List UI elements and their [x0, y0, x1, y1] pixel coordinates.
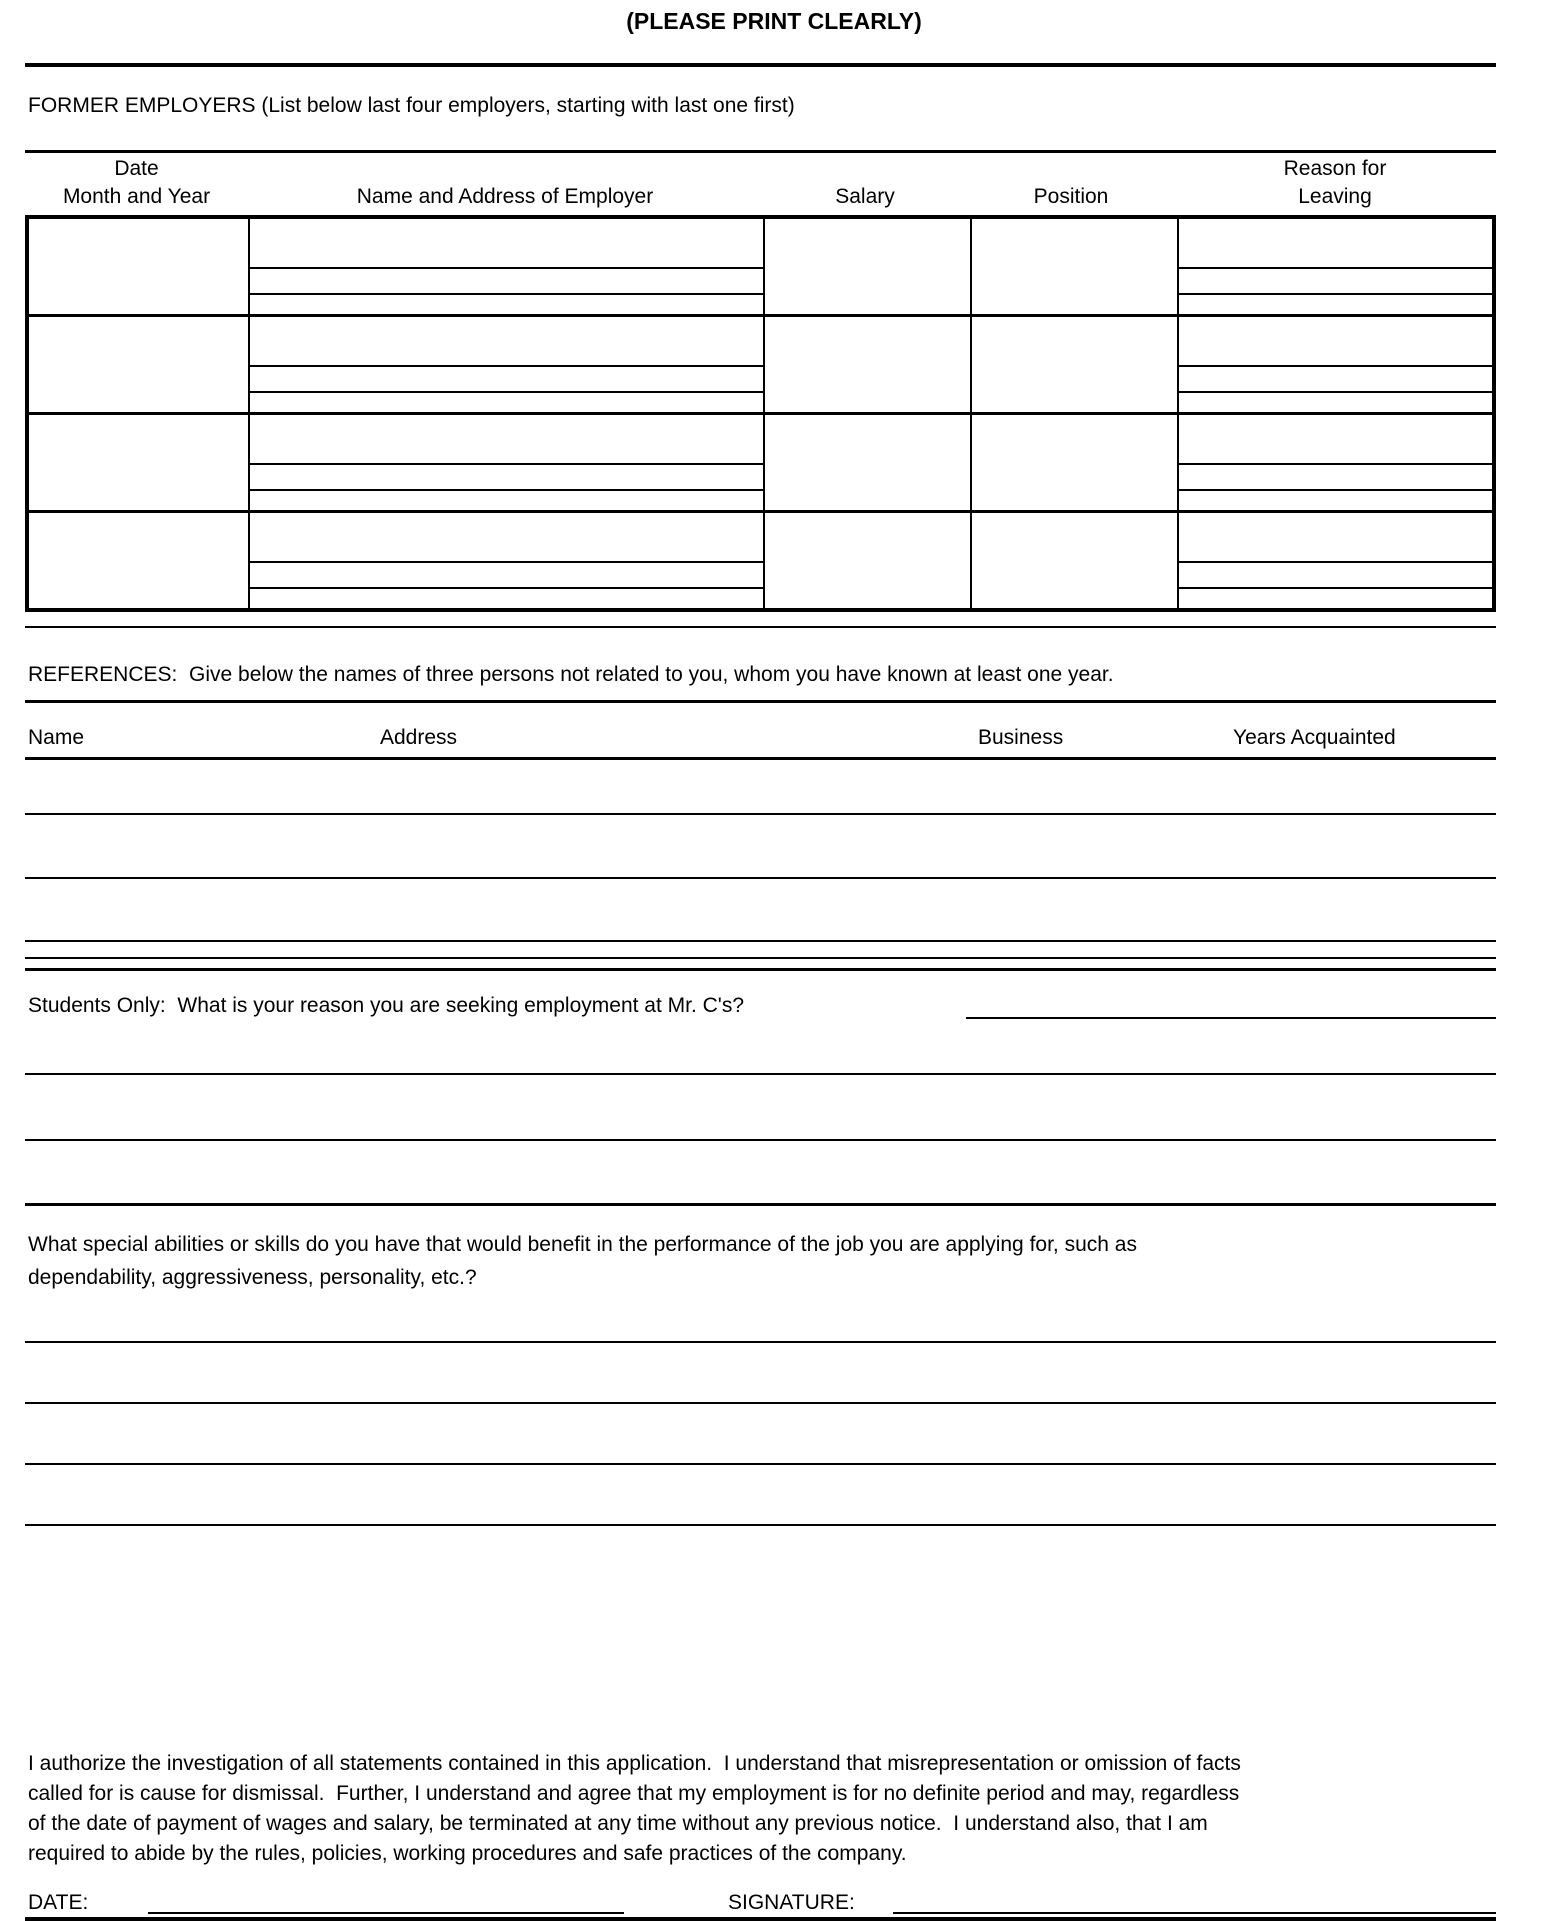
students-only-question: Students Only: What is your reason you are seeking employment at Mr. C's?	[28, 994, 744, 1017]
employer-4-position-cell[interactable]	[970, 513, 1177, 608]
ref-col-header-business: Business	[978, 726, 1064, 749]
employer-2-reason-cell	[1177, 317, 1492, 412]
employer-4-name-line-1[interactable]	[250, 513, 763, 563]
employer-3-reason-cell	[1177, 415, 1492, 510]
special-abilities-question-line-1: What special abilities or skills do you have that would benefit in the performance of the job you are applying for, such as	[28, 1233, 1137, 1256]
signature-input-line[interactable]	[893, 1912, 1496, 1914]
employer-1-name-address-cell	[248, 219, 763, 314]
employer-1-salary-cell[interactable]	[763, 219, 970, 314]
authorization-line-2: called for is cause for dismissal. Further, I understand and agree that my employment is for no definite period and may, regardless	[28, 1782, 1240, 1805]
special-abilities-answer-line-1[interactable]	[25, 1341, 1496, 1343]
employer-4-salary-cell[interactable]	[763, 513, 970, 608]
col-header-salary: Salary	[835, 185, 895, 208]
employer-4-reason-line-1[interactable]	[1179, 513, 1492, 563]
col-header-date-line1: Date	[114, 157, 159, 180]
authorization-paragraph	[28, 1749, 1503, 1869]
col-header-position: Position	[1033, 185, 1109, 208]
special-abilities-answer-line-2[interactable]	[25, 1402, 1496, 1404]
employer-row-3	[29, 412, 1492, 510]
employer-2-reason-line-3[interactable]	[1179, 393, 1492, 412]
students-only-end-divider	[25, 1203, 1496, 1206]
col-header-reason-line2: Leaving	[1298, 185, 1372, 208]
signature-label: SIGNATURE:	[728, 1891, 855, 1914]
former-employers-title: FORMER EMPLOYERS (List below last four employers, starting with last one first)	[28, 94, 795, 117]
employer-4-name-address-cell	[248, 513, 763, 608]
ref-col-header-years: Years Acquainted	[1233, 726, 1396, 749]
employer-3-reason-line-1[interactable]	[1179, 415, 1492, 465]
employer-3-name-address-cell	[248, 415, 763, 510]
employer-3-name-line-3[interactable]	[250, 491, 763, 510]
employer-1-reason-line-3[interactable]	[1179, 295, 1492, 314]
reference-line-3[interactable]	[25, 940, 1496, 942]
students-only-answer-line-3[interactable]	[25, 1139, 1496, 1141]
date-input-line[interactable]	[148, 1912, 624, 1914]
employer-3-reason-line-3[interactable]	[1179, 491, 1492, 510]
employer-2-date-cell[interactable]	[29, 317, 248, 412]
references-end-divider-2	[25, 968, 1496, 971]
print-clearly-heading: (PLEASE PRINT CLEARLY)	[626, 8, 922, 34]
employer-1-date-cell[interactable]	[29, 219, 248, 314]
bottom-divider	[25, 1917, 1496, 1921]
authorization-line-3: of the date of payment of wages and salary, be terminated at any time without any previous notice. I understand also, that I am	[28, 1812, 1208, 1835]
employer-2-reason-line-2[interactable]	[1179, 367, 1492, 393]
employer-row-2	[29, 314, 1492, 412]
ref-col-header-address: Address	[380, 726, 458, 749]
employer-3-name-line-2[interactable]	[250, 465, 763, 491]
col-header-date-line2: Month and Year	[62, 185, 211, 208]
top-divider	[25, 63, 1496, 67]
employer-2-name-line-1[interactable]	[250, 317, 763, 367]
employer-1-position-cell[interactable]	[970, 219, 1177, 314]
employer-row-1	[29, 219, 1492, 314]
students-only-answer-line-2[interactable]	[25, 1073, 1496, 1075]
employer-4-reason-cell	[1177, 513, 1492, 608]
employer-2-salary-cell[interactable]	[763, 317, 970, 412]
employer-4-name-line-3[interactable]	[250, 589, 763, 608]
employer-2-name-address-cell	[248, 317, 763, 412]
employer-1-reason-line-2[interactable]	[1179, 269, 1492, 295]
reference-line-1[interactable]	[25, 813, 1496, 815]
date-label: DATE:	[28, 1891, 89, 1914]
references-title: REFERENCES: Give below the names of three persons not related to you, whom you have known at least one year.	[28, 663, 1114, 686]
students-only-answer-line-1[interactable]	[966, 1017, 1496, 1019]
employer-4-date-cell[interactable]	[29, 513, 248, 608]
employer-3-name-line-1[interactable]	[250, 415, 763, 465]
employer-3-reason-line-2[interactable]	[1179, 465, 1492, 491]
employer-1-reason-cell	[1177, 219, 1492, 314]
ref-col-header-name: Name	[28, 726, 85, 749]
col-header-employer: Name and Address of Employer	[356, 185, 654, 208]
former-employers-divider	[25, 150, 1496, 153]
employer-3-salary-cell[interactable]	[763, 415, 970, 510]
table-bottom-divider	[25, 626, 1496, 628]
employer-1-name-line-3[interactable]	[250, 295, 763, 314]
employer-3-date-cell[interactable]	[29, 415, 248, 510]
special-abilities-question-line-2: dependability, aggressiveness, personality, etc.?	[28, 1266, 477, 1289]
employer-4-reason-line-2[interactable]	[1179, 563, 1492, 589]
employer-2-name-line-3[interactable]	[250, 393, 763, 412]
special-abilities-answer-line-4[interactable]	[25, 1524, 1496, 1526]
authorization-line-4: required to abide by the rules, policies, working procedures and safe practices of the company.	[28, 1842, 907, 1865]
col-header-reason-line1: Reason for	[1283, 157, 1387, 180]
employer-2-reason-line-1[interactable]	[1179, 317, 1492, 367]
employer-2-name-line-2[interactable]	[250, 367, 763, 393]
employer-4-reason-line-3[interactable]	[1179, 589, 1492, 608]
employer-1-name-line-2[interactable]	[250, 269, 763, 295]
employer-row-4	[29, 510, 1492, 608]
authorization-line-1: I authorize the investigation of all statements contained in this application. I understand that misrepresentation or omission of facts	[28, 1752, 1241, 1775]
employer-4-name-line-2[interactable]	[250, 563, 763, 589]
references-header-divider	[25, 757, 1496, 760]
special-abilities-question	[28, 1228, 1488, 1294]
special-abilities-answer-line-3[interactable]	[25, 1463, 1496, 1465]
employer-2-position-cell[interactable]	[970, 317, 1177, 412]
employer-1-reason-line-1[interactable]	[1179, 219, 1492, 269]
references-top-divider	[25, 700, 1496, 703]
reference-line-2[interactable]	[25, 877, 1496, 879]
employer-1-name-line-1[interactable]	[250, 219, 763, 269]
references-end-divider-1	[25, 957, 1496, 959]
employer-3-position-cell[interactable]	[970, 415, 1177, 510]
former-employers-table	[25, 215, 1496, 612]
